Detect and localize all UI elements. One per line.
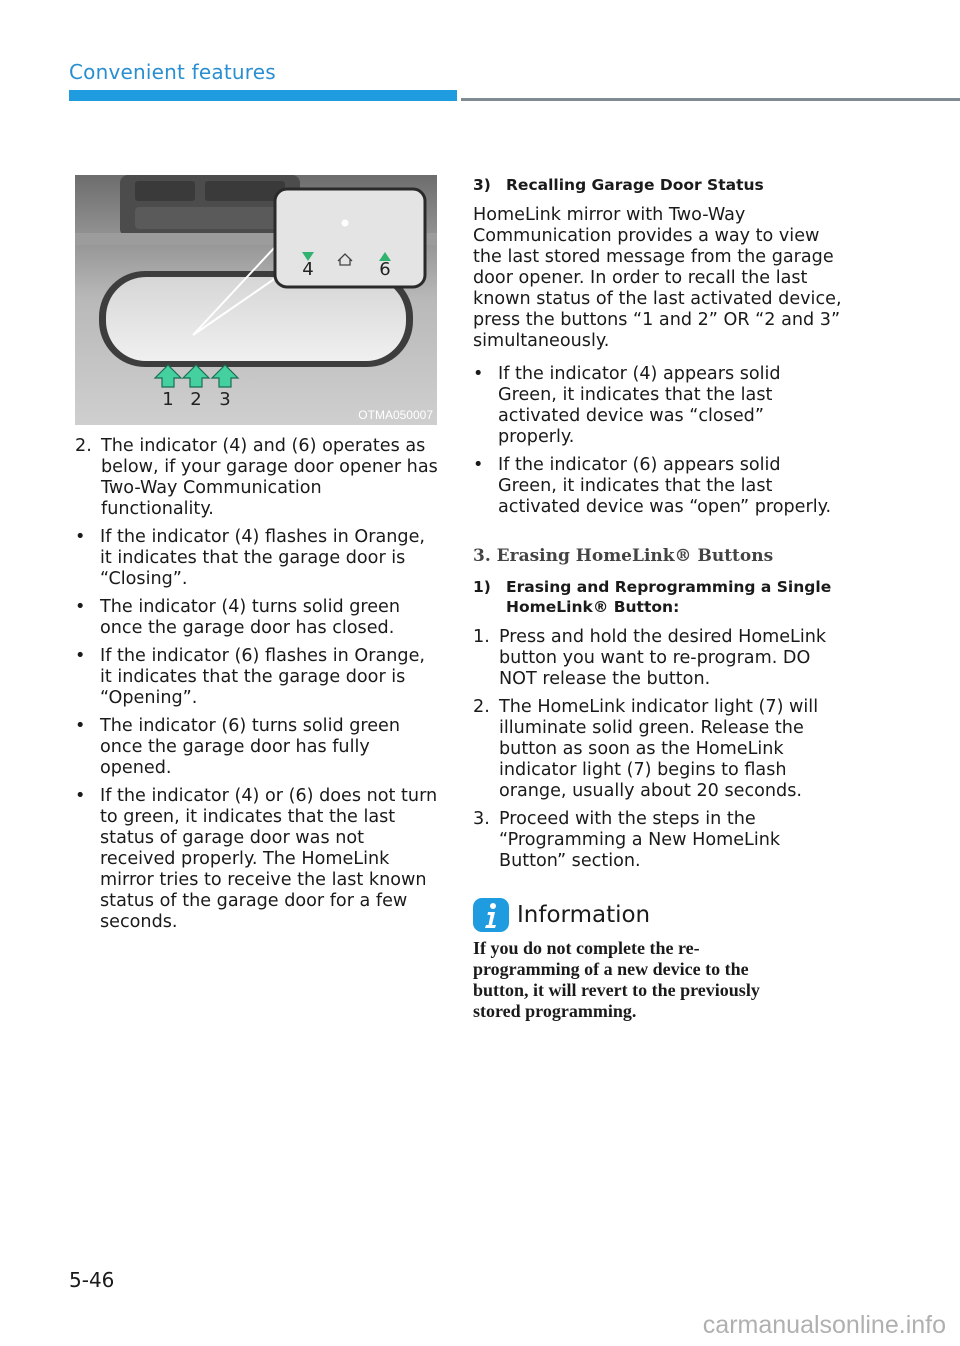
bullet-item: • The indicator (4) turns solid green once the garage door has closed. — [75, 597, 401, 638]
recall-paragraph: HomeLink mirror with Two-Way Communication provides a way to view the last stored message from the garage door opener. In order to recall the last known status of the last activated device, press the buttons “1 and 2” OR “2 and 3” simultaneously. — [473, 205, 842, 351]
callout-4: 4 — [302, 259, 314, 280]
header-accent-bar — [69, 90, 457, 101]
watermark: carmanualsonline.info — [702, 1311, 946, 1339]
section-title: Convenient features — [69, 60, 276, 84]
step-item — [473, 697, 843, 802]
info-header — [473, 898, 843, 932]
bullet-text: If the indicator (4) appears solid Green, it indicates that the last activated device was “closed” properly. — [498, 364, 781, 447]
bullet-text: If the indicator (6) appears solid Green, it indicates that the last activated device was “open” properly. — [498, 455, 832, 517]
step-text: The HomeLink indicator light (7) will illuminate solid green. Release the button as soon as the HomeLink indicator light (7) begins to flash orange, usually about 20 seconds. — [499, 697, 819, 801]
bullet-item: • If the indicator (6) flashes in Orange, it indicates that the garage door is “Opening”. — [75, 646, 425, 708]
bullet-text: If the indicator (6) flashes in Orange, it indicates that the garage door is “Opening”. — [100, 646, 425, 708]
bullet-item: • The indicator (6) turns solid green once the garage door has fully opened. — [75, 716, 401, 778]
step-text: The indicator (4) and (6) operates as below, if your garage door opener has Two-Way Communication functionality. — [101, 436, 438, 519]
subheading-marker: 3) — [473, 176, 491, 194]
step-text: Proceed with the steps in the “Programming a New HomeLink Button” section. — [499, 809, 781, 871]
left-column — [75, 436, 440, 940]
info-icon — [473, 898, 509, 932]
arrow-label-1: 1 — [162, 389, 174, 410]
info-title: Information — [517, 901, 651, 928]
bullet-text: The indicator (6) turns solid green once the garage door has fully opened. — [100, 716, 401, 778]
page-number: 5-46 — [69, 1268, 115, 1292]
bullet-text: The indicator (4) turns solid green once the garage door has closed. — [100, 597, 401, 638]
section-heading: 3. Erasing HomeLink® Buttons — [473, 546, 774, 566]
step-marker: 3. — [473, 809, 490, 829]
subheading-marker: 1) — [473, 578, 491, 596]
step-2 — [75, 436, 440, 520]
bullet-item: • If the indicator (6) appears solid Green, it indicates that the last activated device was “open” properly. — [473, 455, 832, 517]
bullet-item: • If the indicator (4) flashes in Orange, it indicates that the garage door is “Closing”. — [75, 527, 425, 589]
subheading-text: Recalling Garage Door Status — [506, 176, 764, 194]
bullet-text: If the indicator (4) flashes in Orange, it indicates that the garage door is “Closing”. — [100, 527, 425, 589]
callout-6: 6 — [379, 259, 391, 280]
subheading-recall — [473, 175, 843, 195]
mirror-illustration — [75, 175, 437, 425]
subheading-erase — [473, 577, 843, 617]
right-column — [473, 175, 843, 1022]
header-rule — [461, 98, 960, 101]
step-marker: 2. — [75, 436, 92, 456]
subheading-text: Erasing and Reprogramming a Single HomeLink® Button: — [506, 578, 832, 616]
bullet-item: • If the indicator (4) or (6) does not turn to green, it indicates that the last status of garage door was not received properly. The HomeLink mirror tries to receive the last known status of the garage door for a few seconds. — [75, 786, 438, 932]
bullet-item: • If the indicator (4) appears solid Green, it indicates that the last activated device was “closed” properly. — [473, 364, 781, 447]
step-text: Press and hold the desired HomeLink button you want to re-program. DO NOT release the button. — [499, 627, 827, 689]
step-marker: 2. — [473, 697, 490, 717]
bullet-text: If the indicator (4) or (6) does not turn to green, it indicates that the last status of garage door was not received properly. The HomeLink mirror tries to receive the last known status of the garage door for a few seconds. — [100, 786, 438, 932]
step-marker: 1. — [473, 627, 490, 647]
figure-code: OTMA050007 — [358, 408, 433, 422]
arrow-label-3: 3 — [219, 389, 231, 410]
step-item — [473, 627, 843, 690]
step-item — [473, 809, 843, 872]
arrow-label-2: 2 — [190, 389, 202, 410]
info-body: If you do not complete the re-programming of a new device to the button, it will revert to the previously stored programming. — [473, 938, 760, 1021]
